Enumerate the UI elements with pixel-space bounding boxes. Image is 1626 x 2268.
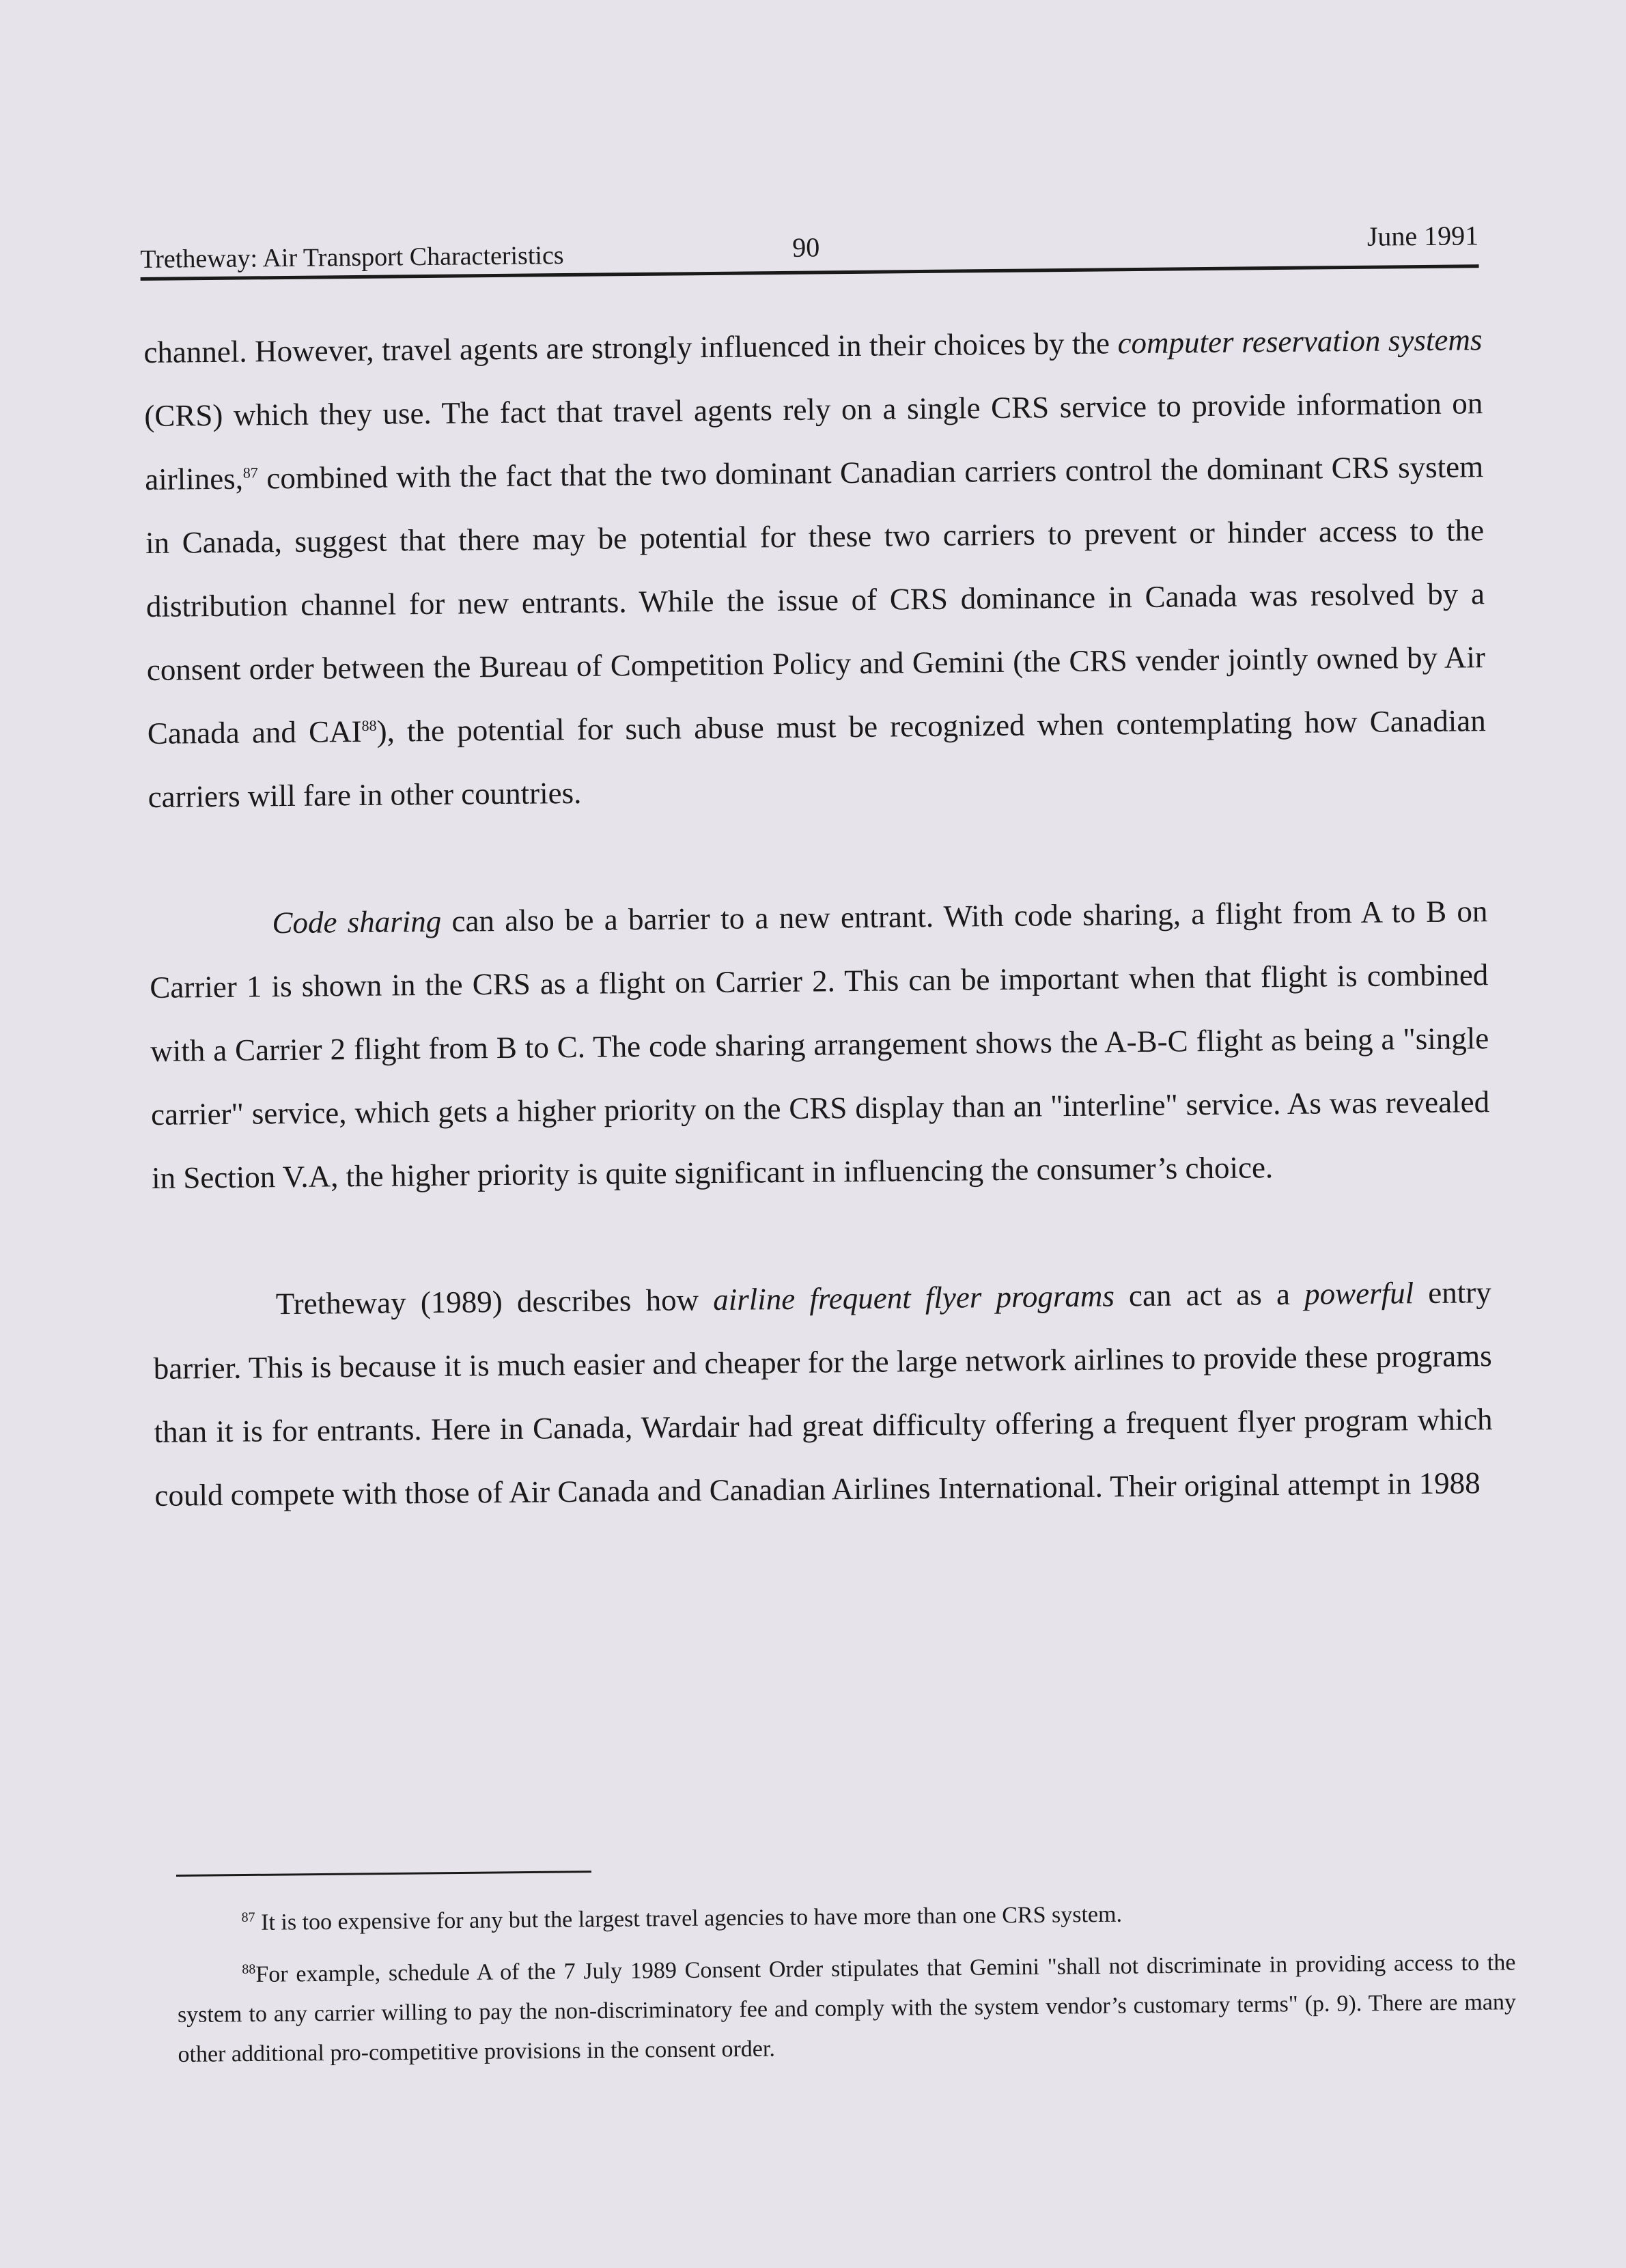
header-date: June 1991 [1366, 220, 1479, 252]
paragraph [143, 308, 1487, 829]
header-title: Tretheway: Air Transport Characteristics [140, 241, 564, 274]
text-run: (CRS) which they use. The fact that travel agents rely on a single CRS service to provide information on airlines, [144, 386, 1483, 496]
footnote-reference: 87 [242, 464, 258, 481]
text-run: combined with the fact that the two dominant Canadian carriers control the dominant CRS system in Canada, suggest that there may be potential for these two carriers to prevent or hinder access to the distribution channel for new entrants. While the issue of CRS dominance in Canada was resolved by a consent order between the Bureau of Competition Policy and Gemini (the CRS vender jointly owned by Air Canada and CAI [145, 449, 1486, 751]
text-run: ), the potential for such abuse must be recognized when contemplating how Canadian carriers will fare in other countries. [148, 703, 1486, 814]
text-run: entry barrier. This is because it is much easier and cheaper for the large network airlines to provide these programs than it is for entrants. Here in Canada, Wardair had great difficulty offering a frequent flyer program which could compete with those of Air Canada and Canadian Airlines International. Their original attempt in 1988 [153, 1275, 1493, 1513]
body-text [143, 308, 1494, 1528]
footnote-marker: 88 [242, 1961, 256, 1977]
emphasis-text: Code sharing [272, 904, 442, 940]
emphasis-text: airline frequent flyer programs [712, 1278, 1115, 1317]
emphasis-text: powerful [1304, 1276, 1414, 1311]
emphasis-text: computer reservation systems [1117, 322, 1483, 361]
text-run: can act as a [1114, 1276, 1305, 1313]
footnote-text: It is too expensive for any but the largest travel agencies to have more than one CRS system. [255, 1901, 1123, 1935]
footnote-marker: 87 [241, 1909, 255, 1925]
paragraph [149, 880, 1490, 1210]
page-number: 90 [792, 232, 820, 263]
text-run: can also be a barrier to a new entrant. With code sharing, a flight from A to B on Carrier 1 is shown in the CRS as a flight on Carrier 2. This can be important when that flight is combined with a Carrier 2 flight from B to C. The code sharing arrangement shows the A-B-C flight as being a "single carrier" service, which gets a higher priority on the CRS display than an "interline" service. As was revealed in Section V.A, the higher priority is quite significant in influencing the consumer’s choice. [150, 894, 1490, 1195]
footnote-text: For example, schedule A of the 7 July 1989 Consent Order stipulates that Gemini "shall not discriminate in providing access to the system to any carrier willing to pay the non-discriminatory fee and comply with the system vendor’s customary terms" (p. 9). There are many other additional pro-competitive provisions in the consent order. [177, 1950, 1517, 2067]
paragraph [152, 1261, 1493, 1528]
footnote [177, 1943, 1517, 2075]
footnote-reference: 88 [361, 716, 377, 734]
footnotes [176, 1862, 1517, 2075]
running-header [140, 219, 1479, 287]
text-run: channel. However, travel agents are strongly influenced in their choices by the [143, 326, 1118, 369]
text-run: Tretheway (1989) describes how [275, 1283, 714, 1321]
